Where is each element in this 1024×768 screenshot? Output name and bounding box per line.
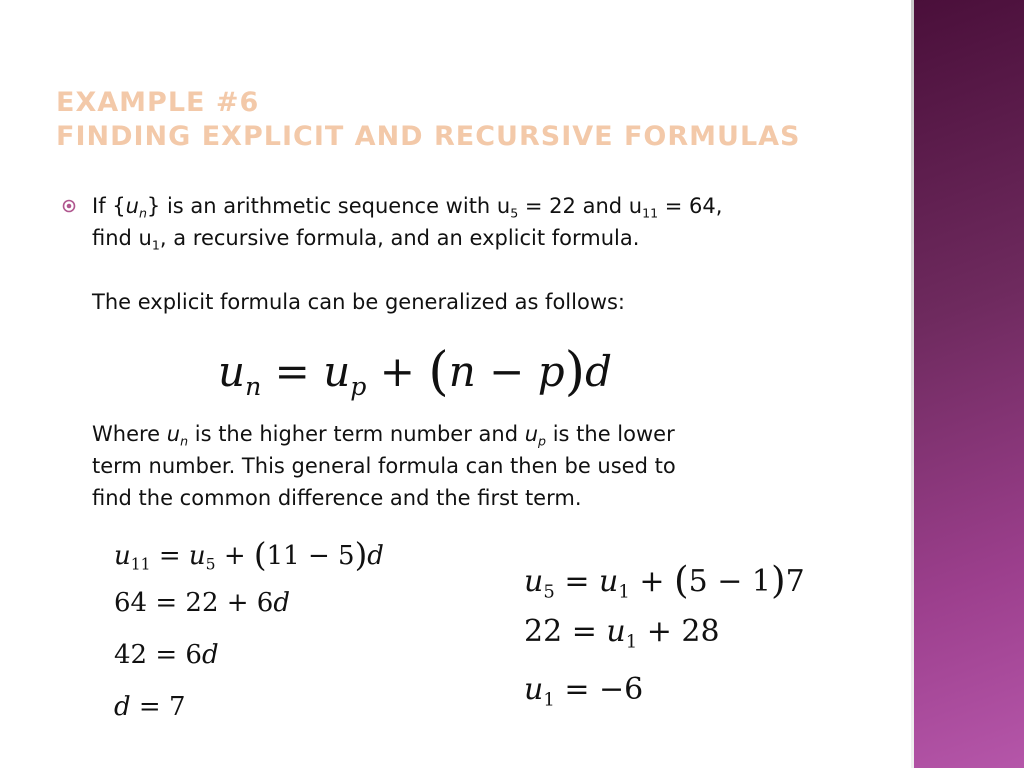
right-eq-3: $u_1 = -6$	[524, 672, 644, 711]
intro-line-2: find $u_1$, a recursive formula, and an explicit formula.	[92, 226, 640, 253]
title-line-2: FINDING EXPLICIT AND RECURSIVE FORMULAS	[56, 121, 801, 152]
right-eq-1: $u_5 = u_1 + (5 - 1)7$	[524, 557, 805, 603]
target-bullet-icon	[62, 199, 76, 213]
intro-line-1: If $\{u_n\}$ is an arithmetic sequence with $u_5 = 22$ and $u_{11} = 64$,	[92, 194, 723, 221]
left-eq-1: $u_{11} = u_5 + (11 - 5)d$	[114, 535, 384, 574]
slide-title	[56, 86, 801, 154]
decorative-sidebar	[911, 0, 1024, 768]
left-eq-3: 42 = 6d	[114, 640, 219, 670]
where-line-3: find the common difference and the first term.	[92, 486, 582, 510]
right-eq-2: $22 = u_1 + 28$	[524, 614, 720, 653]
sidebar-edge	[911, 0, 914, 768]
left-eq-4: d = 7	[114, 692, 186, 722]
explicit-formula-general: $u_n = u_p + (n - p)d$	[218, 340, 612, 402]
where-line-1: Where $u_n$ is the higher term number and $u_p$ is the lower	[92, 422, 675, 449]
title-line-1: EXAMPLE #6	[56, 87, 260, 118]
generalized-text: The explicit formula can be generalized as follows:	[92, 290, 626, 314]
left-eq-2: 64 = 22 + 6d	[114, 588, 290, 618]
where-line-2: term number. This general formula can then be used to	[92, 454, 676, 478]
